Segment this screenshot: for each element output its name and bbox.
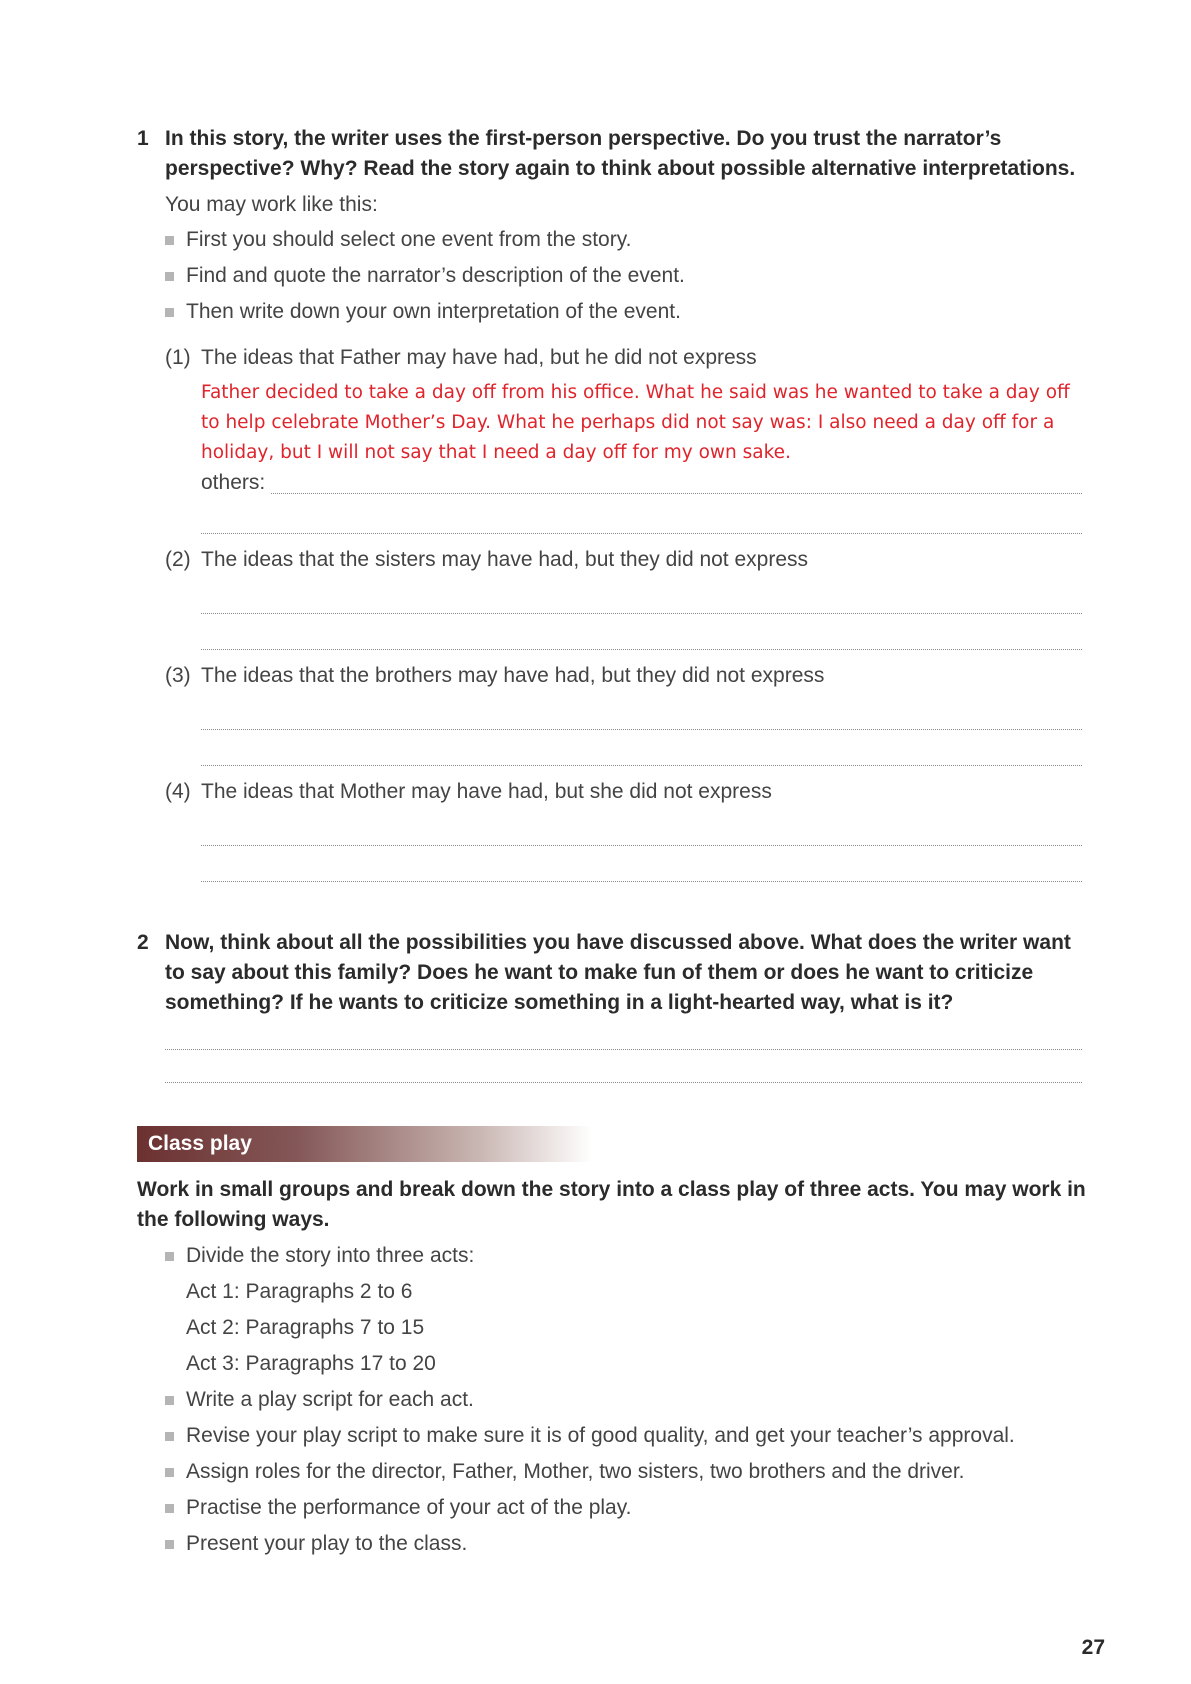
bullet-square-icon (165, 1540, 174, 1549)
step-text: Assign roles for the director, Father, Mother, two sisters, two brothers and the driver. (186, 1460, 965, 1483)
class-play-steps (165, 1238, 1085, 1562)
step-text: Find and quote the narrator’s description of the event. (186, 264, 685, 287)
page-number: 27 (1081, 1636, 1105, 1659)
class-play-heading: Work in small groups and break down the story into a class play of three acts. You may work in the following ways. (137, 1178, 1086, 1231)
step-text: Practise the performance of your act of the play. (186, 1496, 632, 1519)
sub-question-2 (165, 542, 1082, 650)
question-1-heading (137, 124, 1082, 184)
sub-question-text: The ideas that Father may have had, but he did not express (201, 346, 757, 369)
bullet-square-icon (165, 1468, 174, 1477)
list-item (165, 258, 1082, 294)
list-item (165, 1526, 1085, 1562)
answer-line[interactable] (165, 1018, 1082, 1050)
sub-question-number: (1) (165, 346, 191, 369)
bullet-square-icon (165, 1432, 174, 1441)
bullet-square-icon (165, 1396, 174, 1405)
sub-question-1 (165, 340, 1082, 534)
step-text: Write a play script for each act. (186, 1388, 474, 1411)
step-text: Present your play to the class. (186, 1532, 468, 1555)
answer-line[interactable] (201, 578, 1082, 614)
step-text: Then write down your own interpretation of the event. (186, 300, 681, 323)
sub-question-number: (2) (165, 548, 191, 571)
list-item (165, 1490, 1085, 1526)
question-1 (137, 124, 1082, 882)
sub-question-4 (165, 774, 1082, 882)
answer-line[interactable] (165, 1050, 1082, 1083)
instruction-intro: You may work like this: (165, 193, 378, 216)
list-item (165, 1382, 1085, 1418)
sub-question-text: The ideas that the sisters may have had, but they did not express (201, 548, 809, 571)
sub-question-3 (165, 658, 1082, 766)
step-text: Revise your play script to make sure it is of good quality, and get your teacher’s approval. (186, 1424, 1015, 1447)
bullet-square-icon (165, 308, 174, 317)
sub-question-number: (4) (165, 780, 191, 803)
instruction-steps (165, 222, 1082, 330)
list-item (165, 1238, 1085, 1274)
bullet-square-icon (165, 1252, 174, 1261)
others-label: others: (201, 471, 266, 494)
question-number: 2 (137, 931, 149, 954)
step-text: Divide the story into three acts: (186, 1244, 475, 1267)
answer-line[interactable] (201, 498, 1082, 534)
act-item: Act 1: Paragraphs 2 to 6 (186, 1280, 413, 1303)
sub-question-number: (3) (165, 664, 191, 687)
list-item (165, 222, 1082, 258)
question-prompt: In this story, the writer uses the first-person perspective. Do you trust the narrator’s perspective? Why? Read the story again to think about possible alternative interpretations. (165, 127, 1076, 180)
sub-question-text: The ideas that Mother may have had, but she did not express (201, 780, 772, 803)
sample-answer: Father decided to take a day off from his office. What he said was he wanted to take a day off to help celebrate Mother’s Day. What he perhaps did not say was: I also need a day off for a holiday, but I will not say that I need a day off for my own sake. (201, 382, 1070, 463)
answer-line[interactable] (201, 846, 1082, 882)
question-2-heading (137, 928, 1082, 1018)
question-2 (137, 928, 1082, 1083)
bullet-square-icon (165, 236, 174, 245)
question-number: 1 (137, 127, 149, 150)
answer-line[interactable] (201, 614, 1082, 650)
bullet-square-icon (165, 1504, 174, 1513)
answer-line[interactable] (201, 810, 1082, 846)
question-prompt: Now, think about all the possibilities you have discussed above. What does the writer want to say about this family? Does he want to make fun of them or does he want to criticize something? If he wants to criticize something in a light-hearted way, what is it? (165, 931, 1071, 1014)
act-item: Act 3: Paragraphs 17 to 20 (186, 1352, 436, 1375)
answer-line[interactable] (201, 730, 1082, 766)
list-item (165, 1418, 1085, 1454)
bullet-square-icon (165, 272, 174, 281)
list-item (165, 294, 1082, 330)
section-banner: Class play (137, 1126, 592, 1162)
answer-line[interactable] (271, 493, 1082, 494)
act-item: Act 2: Paragraphs 7 to 15 (186, 1316, 425, 1339)
step-text: First you should select one event from the story. (186, 228, 632, 251)
sub-question-text: The ideas that the brothers may have had, but they did not express (201, 664, 825, 687)
answer-line[interactable] (201, 694, 1082, 730)
list-item (165, 1454, 1085, 1490)
